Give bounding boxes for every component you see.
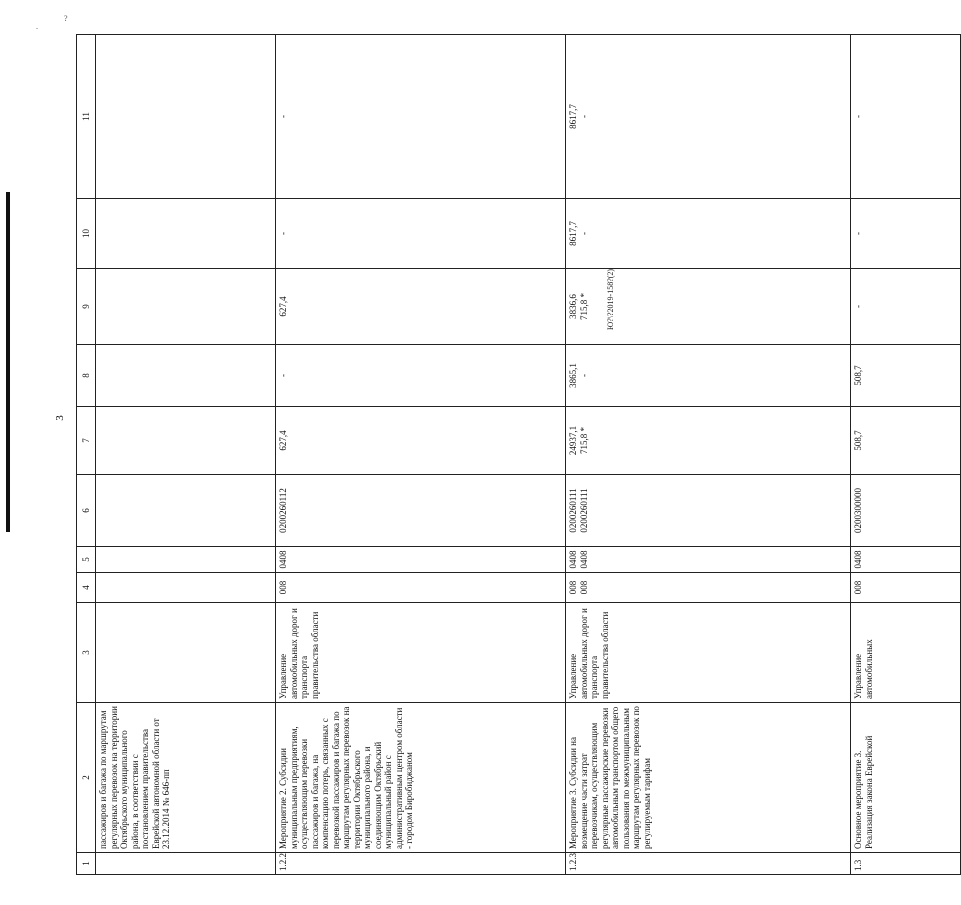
- table-cell: -: [276, 35, 566, 199]
- table-cell: Основное мероприятие 3. Реализация закона Еврейской: [851, 703, 961, 853]
- column-header: 4: [77, 573, 96, 603]
- table-cell: 0408: [276, 547, 566, 573]
- table-cell: пассажиров и багажа по маршрутам регулярных перевозок на территории Октябрьского муниципального района, в соответствии с постановлением правительства Еврейской автономной области от 23.12.2014 № 646-пп: [96, 703, 276, 853]
- table-cell: [96, 573, 276, 603]
- table-cell: Управление автомобильных дорог и транспорта правительства области: [276, 603, 566, 703]
- table-row: [566, 35, 851, 875]
- table-cell: 24937,1 715,8 *: [566, 407, 851, 475]
- table-cell: 1.2.3: [566, 853, 851, 875]
- column-header: 8: [77, 345, 96, 407]
- column-header: 11: [77, 35, 96, 199]
- table-cell: 0200260111 0200260111: [566, 475, 851, 547]
- binding-edge-mark: [6, 192, 10, 532]
- table-cell: 0200300000: [851, 475, 961, 547]
- table-cell: [96, 345, 276, 407]
- table-cell: 1.3: [851, 853, 961, 875]
- table-cell: [96, 547, 276, 573]
- table-cell: 008: [276, 573, 566, 603]
- table-cell: 3865,1 -: [566, 345, 851, 407]
- table-cell: 508,7: [851, 407, 961, 475]
- table-cell: [96, 199, 276, 269]
- table-row: [276, 35, 566, 875]
- table-cell: 0200260112: [276, 475, 566, 547]
- scan-mark: ?: [64, 14, 68, 23]
- table-cell: [96, 853, 276, 875]
- table-cell: 8617,7 -: [566, 35, 851, 199]
- table-cell: 627,4: [276, 269, 566, 345]
- table-cell: -: [276, 345, 566, 407]
- scan-mark: .: [36, 22, 38, 31]
- table-cell: -: [276, 199, 566, 269]
- table-cell: 1.2.2: [276, 853, 566, 875]
- column-header: 2: [77, 703, 96, 853]
- table-cell: 008 008: [566, 573, 851, 603]
- table-cell: [96, 475, 276, 547]
- column-header: 7: [77, 407, 96, 475]
- column-header: 10: [77, 199, 96, 269]
- table-row: [96, 35, 276, 875]
- table-cell: Мероприятие 3. Субсидии на возмещение части затрат перевозчикам, осуществляющим регулярные пассажирские перевозки автомобильным транспортом общего пользования по межмуниципальным маршрутам регулярных перевозок по регулируемым тарифам: [566, 703, 851, 853]
- budget-table: [76, 34, 961, 875]
- table-cell: 0408: [851, 547, 961, 573]
- document-id: Ю?\?2019-158?(2): [606, 268, 615, 330]
- table-cell: Управление автомобильных дорог и транспорта правительства области: [566, 603, 851, 703]
- table-cell: [96, 407, 276, 475]
- table-cell: [96, 269, 276, 345]
- table-row: [851, 35, 961, 875]
- table-cell: 0408 0408: [566, 547, 851, 573]
- table-cell: 627,4: [276, 407, 566, 475]
- column-header: 5: [77, 547, 96, 573]
- table-cell: 508,7: [851, 345, 961, 407]
- table-cell: 008: [851, 573, 961, 603]
- table-cell: 8617,7 -: [566, 199, 851, 269]
- table-cell: -: [851, 35, 961, 199]
- column-header: 6: [77, 475, 96, 547]
- table-cell: 3836,6 715,8 *: [566, 269, 851, 345]
- table-header-row: [77, 35, 96, 875]
- column-header: 3: [77, 603, 96, 703]
- column-header: 1: [77, 853, 96, 875]
- table-cell: Управление автомобильных: [851, 603, 961, 703]
- table-cell: Мероприятие 2. Субсидии муниципальным предприятиям, осуществляющим перевозки пассажиров и багажа, на компенсацию потерь, связанных с перевозкой пассажиров и багажа по маршрутам регулярных перевозок на территории Октябрьского муниципального района, и соединяющим Октябрьский муниципальный район с административным центром области - городом Биробиджаном: [276, 703, 566, 853]
- column-header: 9: [77, 269, 96, 345]
- table-cell: [96, 35, 276, 199]
- table-cell: -: [851, 269, 961, 345]
- page-number: 3: [54, 415, 66, 421]
- table-cell: [96, 603, 276, 703]
- table-cell: -: [851, 199, 961, 269]
